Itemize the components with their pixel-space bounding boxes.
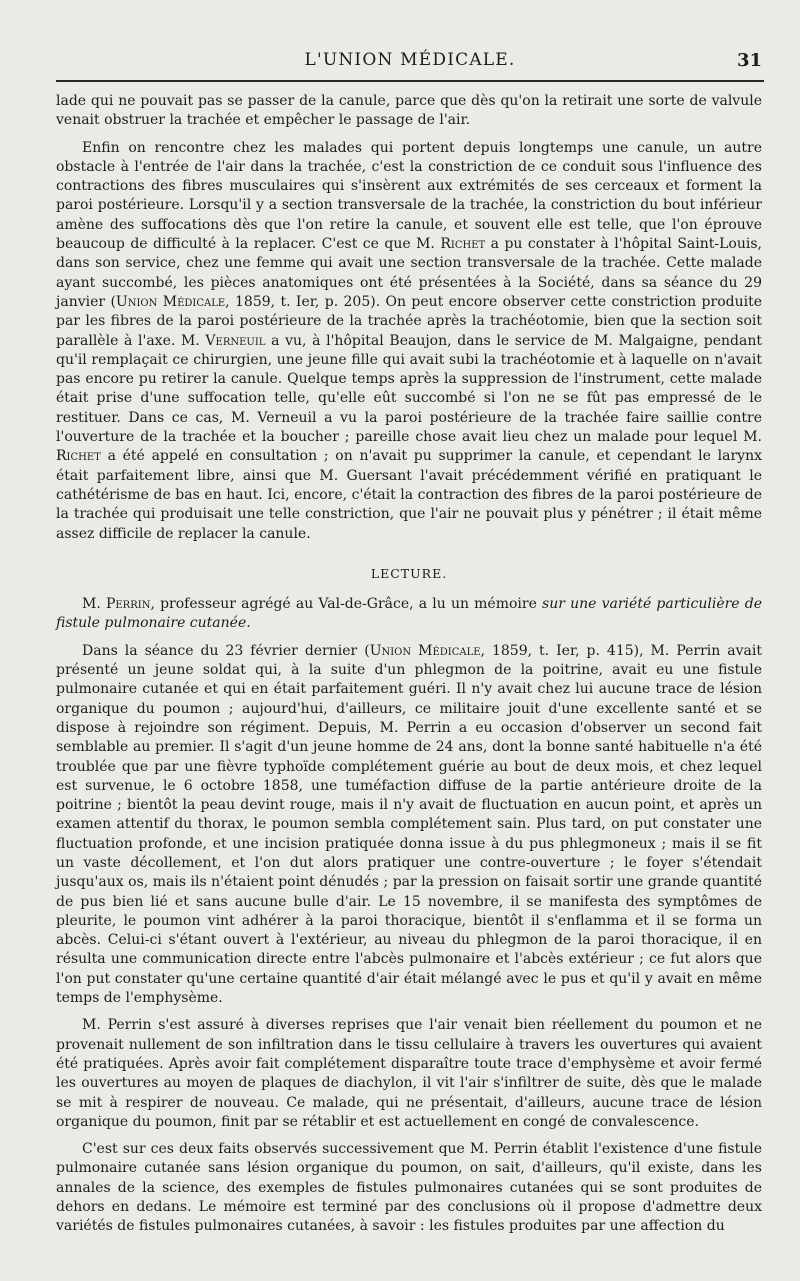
- paragraph-verification: M. Perrin s'est assuré à diverses reprises que l'air venait bien réellement du poumon et ne provenait nullement de son infiltration dans le tissu cellulaire à travers les ouvertures qui avaient été pratiquées. Après avoir fait complétement disparaître toute trace d'emphysème et avoir fermé les ouvertures au moyen de plaques de diachylon, il vit l'air s'infiltrer de suite, dès que le malade se mit à respirer de nouveau. Ce malade, qui ne présentait, d'ailleurs, aucune trace de lésion organique du poumon, finit par se rétablir et est actuellement en congé de convalescence.: [56, 1017, 762, 1130]
- author-name: Richet: [440, 236, 486, 253]
- text-run: Enfin on rencontre chez les malades qui portent depuis longtemps une canule, un autre obstacle à l'entrée de l'air dans la trachée, c'est la constriction de ce conduit sous l'influence des contractions des fibres musculaires qui s'insèrent aux extrémités de ses cerceaux et forment la paroi postérieure. Lorsqu'il y a section transversale de la trachée, la constriction du bout inférieur amène des suffocations dès que l'on retire la canule, et souvent elle est telle, que l'on éprouve beaucoup de difficulté à la replacer. C'est ce que M.: [56, 139, 762, 253]
- memoir-title: sur une variété particulière de fistule pulmonaire cutanée.: [56, 596, 763, 632]
- body-text: [56, 92, 762, 1245]
- text-run: , 1859, t. Ier, p. 415), M. Perrin avait présenté un jeune soldat qui, à la suite d'un phlegmon de la poitrine, avait eu une fistule pulmonaire cutanée et qui en était parfaitement guéri. Il n'y avait chez lui aucune trace de lésion organique du poumon ; aujourd'hui, d'ailleurs, ce militaire jouit d'une excellente santé et se dispose à rejoindre son régiment. Depuis, M. Perrin a eu occasion d'observer un second fait semblable au premier. Il s'agit d'un jeune homme de 24 ans, dont la bonne santé habituelle n'a été troublée que par une fièvre typhoïde complétement guérie au bout de deux mois, et chez lequel est survenue, le 6 octobre 1858, une tuméfaction diffuse de la partie antérieure droite de la poitrine ; bientôt la peau devint rouge, mais il n'y avait de fluctuation en aucun point, et après un examen attentif du thorax, le poumon sembla complétement sain. Plus tard, on put constater une fluctuation profonde, et une incision pratiquée donna issue à du pus phlegmoneux ; mais il se fit un vaste décollement, et l'on dut alors pratiquer une contre-ouverture ; le foyer s'étendait jusqu'aux os, mais ils n'étaient point dénudés ; par la pression on faisait sortir une grande quantité de pus bien lié et sans aucune bulle d'air. Le 15 novembre, il se manifesta des symptômes de pleurite, le poumon vint adhérer à la paroi thoracique, bientôt il s'enflamma et il se forma un abcès. Celui-ci s'étant ouvert à l'extérieur, au niveau du phlegmon de la paroi thoracique, il en résulta une communication directe entre l'abcès pulmonaire et l'abcès extérieur ; ce fut alors que l'on put constater qu'une certaine quantité d'air était mélangé avec le pus et qu'il y avait en même temps de l'emphysème.: [56, 642, 762, 1007]
- text-run: , professeur agrégé au Val-de-Grâce, a lu un mémoire: [150, 596, 543, 613]
- paragraph-constriction: [56, 139, 762, 544]
- text-run: a été appelé en consultation ; on n'avait pu supprimer la canule, et cependant le larynx était parfaitement libre, ainsi que M. Guersant l'avait précédemment vérifié en pratiquant le cathétérisme de bas en haut. Ici, encore, c'était la contraction des fibres de la paroi postérieure de la trachée qui produisait une telle constriction, que l'air ne pouvait plus y pénétrer ; il était même assez difficile de replacer la canule.: [56, 448, 762, 542]
- text-run: a pu constater à l'hôpital Saint-Louis, dans son service, chez une femme qui avait une section transversale de la trachée. Cette malade ayant succombé, les pièces anatomiques ont été présentées à la Société, dans sa séance du 29 janvier (: [56, 236, 762, 310]
- page-number: 31: [736, 50, 762, 71]
- paragraph-case-report: [56, 642, 762, 1009]
- text-run: Dans la séance du 23 février dernier (: [82, 642, 370, 659]
- header-rule: [56, 80, 764, 82]
- paragraph-continuation: lade qui ne pouvait pas se passer de la canule, parce que dès qu'on la retirait une sorte de valvule venait obstruer la trachée et empêcher le passage de l'air.: [56, 93, 762, 129]
- author-name: M. Perrin: [82, 596, 151, 613]
- paragraph-conclusion: C'est sur ces deux faits observés successivement que M. Perrin établit l'existence d'une fistule pulmonaire cutanée sans lésion organique du poumon, on sait, d'ailleurs, qu'il existe, dans les annales de la science, des exemples de fistules pulmonaires cutanées qui se sont produites de dehors en dedans. Le mémoire est terminé par des conclusions où il propose d'admettre deux variétés de fistules pulmonaires cutanées, à savoir : les fistules produites par une affection du: [56, 1141, 762, 1235]
- paragraph-lecture-intro: [56, 595, 762, 634]
- text-run: a vu, à l'hôpital Beaujon, dans le service de M. Malgaigne, pendant qu'il remplaçait ce chirurgien, une jeune fille qui avait subi la trachéotomie et à laquelle on n'avait pas encore pu retirer la canule. Quelque temps après la suppression de l'instrument, cette malade était prise d'une suffocation telle, qu'elle eût succombé si l'on ne se fût pas empressé de le restituer. Dans ce cas, M. Verneuil a vu la paroi postérieure de la trachée faire saillie contre l'ouverture de la trachée et la boucher ; pareille chose avait lieu chez un malade pour lequel M.: [56, 332, 762, 446]
- journal-name: Union Médicale: [369, 642, 481, 659]
- page-header: [56, 44, 764, 78]
- section-heading: LECTURE.: [370, 565, 448, 581]
- author-name: Richet: [56, 448, 101, 465]
- journal-name: Union Médicale: [115, 293, 226, 310]
- running-title: L'UNION MÉDICALE.: [304, 50, 516, 70]
- author-name: Verneuil: [205, 332, 266, 349]
- text-run: , 1859, t. Ier, p. 205). On peut encore observer cette constriction produite par les fibres de la paroi postérieure de la trachée après la trachéotomie, bien que la section soit parallèle à l'axe. M.: [56, 293, 762, 349]
